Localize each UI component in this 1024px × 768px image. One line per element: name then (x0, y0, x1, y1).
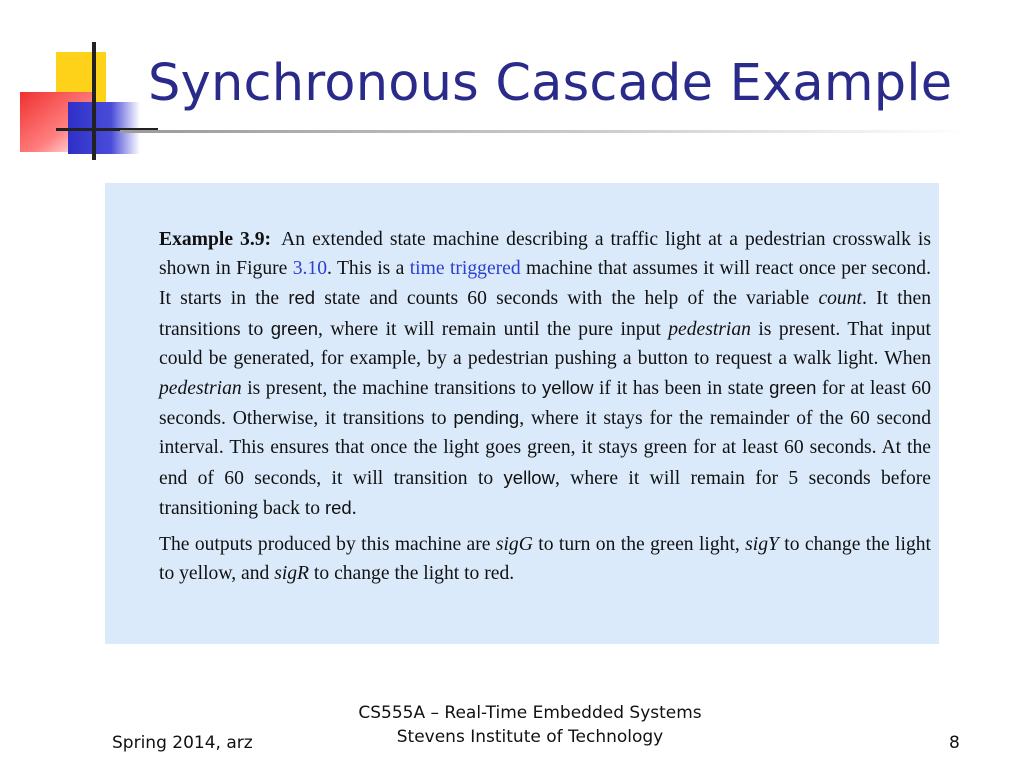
figure-link[interactable]: 3.10 (292, 258, 328, 280)
slide-logo-decoration (18, 40, 158, 162)
excerpt-text: to turn on the green light, (532, 534, 746, 556)
excerpt-paragraph-2 (159, 530, 931, 588)
excerpt-text: machine that assumes it will react once per second. It starts in the (159, 258, 931, 310)
excerpt-text: , where it stays for the remainder of the 60 second interval. This ensures that once the light goes green, it stays green for at least 60 seconds. At the end of 60 seconds, it will transition to (159, 408, 931, 489)
state-name: red (288, 287, 316, 309)
excerpt-text: if it has been in state (593, 378, 770, 400)
excerpt-text: . (351, 497, 357, 519)
state-name: yellow (503, 466, 555, 488)
slide-title: Synchronous Cascade Example (148, 54, 953, 113)
example-label: Example 3.9: (159, 229, 272, 250)
state-name: green (270, 317, 319, 339)
output-name: sigY (745, 534, 779, 556)
excerpt-paragraph-1 (159, 225, 931, 523)
state-name: yellow (542, 377, 594, 399)
excerpt-text: for at least 60 seconds. Otherwise, it transitions to (159, 378, 931, 430)
slide-number: 8 (949, 733, 960, 753)
output-name: sigG (495, 534, 533, 556)
footer-course-title: CS555A – Real-Time Embedded Systems (358, 703, 702, 723)
book-excerpt (105, 183, 939, 644)
footer-institution: Stevens Institute of Technology (396, 727, 664, 747)
footer-course-info (330, 701, 730, 749)
excerpt-text: The outputs produced by this machine are (159, 534, 496, 556)
excerpt-text: to change the light to yellow, and (159, 534, 931, 585)
time-triggered-link[interactable]: time triggered (409, 258, 521, 280)
excerpt-text: to change the light to red. (309, 563, 515, 585)
excerpt-text: . It then transitions to (159, 288, 931, 340)
logo-vertical-line (92, 42, 96, 160)
excerpt-text: is present, the machine transitions to (241, 378, 543, 400)
excerpt-text: . This is a (327, 258, 410, 280)
excerpt-text: state and counts 60 seconds with the help of the variable (315, 288, 819, 310)
state-name: red (324, 496, 352, 518)
excerpt-text: is present. That input could be generated, for example, by a pedestrian pushing a button to request a walk light. When (159, 318, 931, 369)
excerpt-text: An extended state machine describing a traffic light at a pedestrian crosswalk is shown in Figure (159, 229, 931, 280)
variable-name: count (818, 288, 862, 310)
output-name: sigR (274, 563, 310, 585)
input-name: pedestrian (668, 318, 751, 340)
excerpt-text: , where it will remain for 5 seconds before transitioning back to (159, 467, 931, 519)
footer-date-author: Spring 2014, arz (112, 733, 253, 753)
state-name: pending (453, 407, 520, 429)
state-name: green (769, 377, 817, 399)
excerpt-text: , where it will remain until the pure input (318, 318, 669, 340)
input-name: pedestrian (159, 378, 242, 400)
title-underline (120, 130, 970, 133)
